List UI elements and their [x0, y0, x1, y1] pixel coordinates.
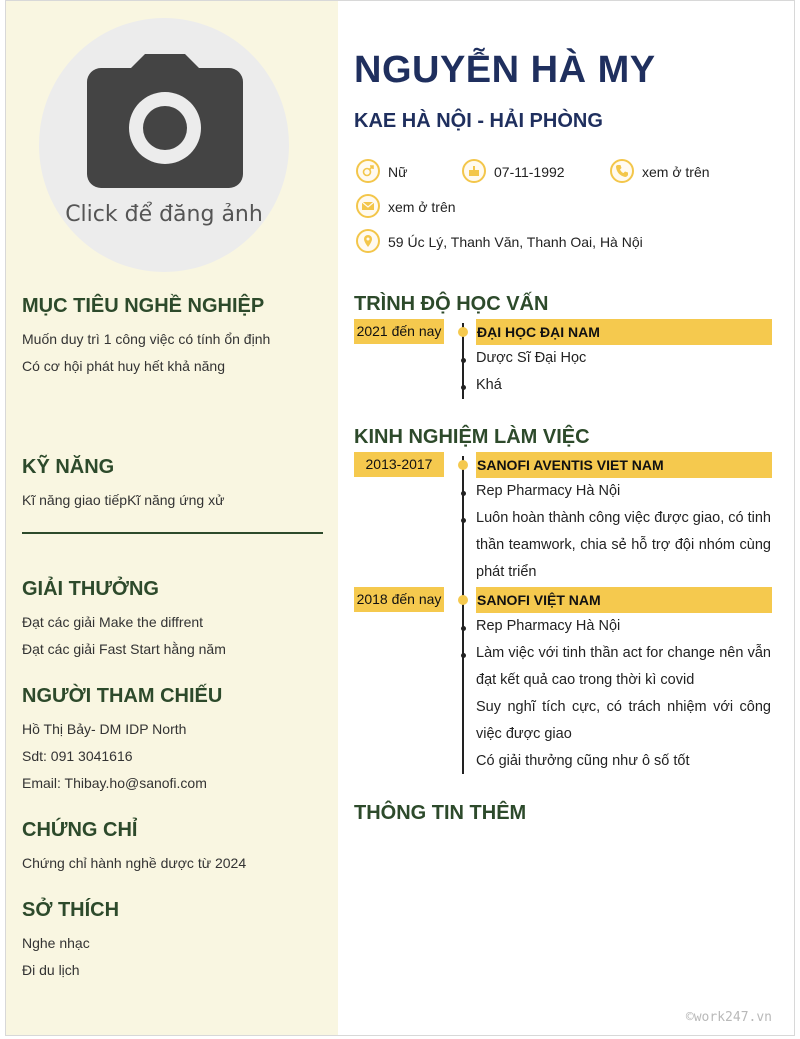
section-title: MỤC TIÊU NGHỀ NGHIỆP: [22, 295, 265, 317]
timeline-marker: [458, 460, 468, 470]
school-name: ĐẠI HỌC ĐẠI NAM: [476, 319, 772, 345]
cake-icon: [462, 159, 486, 183]
map-pin-icon: [356, 229, 380, 253]
education-item: Dược Sĩ Đại Học: [476, 350, 587, 366]
divider: [22, 532, 323, 534]
reference-line: Hồ Thị Bảy- DM IDP North: [22, 721, 187, 737]
reference-line: Sdt: 091 3041616: [22, 748, 133, 764]
section-title: GIẢI THƯỞNG: [22, 578, 159, 600]
bullet-dot: [461, 518, 466, 523]
section-title: CHỨNG CHỈ: [22, 819, 138, 841]
skills-line: Kĩ năng giao tiếpKĩ năng ứng xử: [22, 492, 225, 508]
candidate-name: NGUYỄN HÀ MY: [354, 49, 656, 91]
awards-section: [22, 578, 322, 663]
education-title: TRÌNH ĐỘ HỌC VẤN: [354, 293, 549, 315]
experience-title: KINH NGHIỆM LÀM VIỆC: [354, 426, 590, 448]
experience-item: Rep Pharmacy Hà Nội: [476, 483, 621, 499]
email-text: xem ở trên: [388, 199, 456, 215]
experience-item: Rep Pharmacy Hà Nội: [476, 618, 621, 634]
education-item: Khá: [476, 377, 502, 393]
section-title: SỞ THÍCH: [22, 899, 120, 921]
experience-item: Làm việc với tinh thần act for change nên vẫn đạt kết quả cao trong thời kì covid: [476, 645, 771, 688]
experience-item: Suy nghĩ tích cực, có trách nhiệm với công việc được giao: [476, 699, 771, 742]
bullet-dot: [461, 626, 466, 631]
award-line: Đạt các giải Fast Start hằng năm: [22, 641, 226, 657]
bullet-dot: [461, 385, 466, 390]
references-section: [22, 685, 322, 797]
gender-text: Nữ: [388, 164, 408, 180]
sidebar: [6, 1, 338, 1035]
section-title: KỸ NĂNG: [22, 456, 115, 478]
experience-item: Luôn hoàn thành công việc được giao, có tinh thần teamwork, chia sẻ hỗ trợ đội nhóm cùng phát triển: [476, 510, 771, 580]
address-text: 59 Úc Lý, Thanh Văn, Thanh Oai, Hà Nội: [388, 234, 643, 250]
section-title: NGƯỜI THAM CHIẾU: [22, 685, 223, 707]
certificate-line: Chứng chỉ hành nghề dược từ 2024: [22, 855, 247, 871]
timeline-marker: [458, 595, 468, 605]
camera-icon: [87, 54, 243, 190]
hobby-line: Đi du lịch: [22, 962, 80, 978]
phone-icon: [610, 159, 634, 183]
hobby-line: Nghe nhạc: [22, 935, 90, 951]
candidate-subtitle: KAE HÀ NỘI - HẢI PHÒNG: [354, 110, 603, 132]
company-name: SANOFI AVENTIS VIET NAM: [476, 452, 772, 478]
objective-line: Muốn duy trì 1 công việc có tính ổn định: [22, 331, 271, 347]
experience-date: 2018 đến nay: [354, 587, 444, 612]
phone-text: xem ở trên: [642, 164, 710, 180]
bullet-dot: [461, 358, 466, 363]
avatar-caption: Click để đăng ảnh: [65, 202, 263, 227]
email-icon: [356, 194, 380, 218]
timeline-marker: [458, 327, 468, 337]
award-line: Đạt các giải Make the diffrent: [22, 614, 204, 630]
education-date: 2021 đến nay: [354, 319, 444, 344]
hobbies-section: [22, 899, 322, 984]
reference-line: Email: Thibay.ho@sanofi.com: [22, 775, 207, 791]
company-name: SANOFI VIỆT NAM: [476, 587, 772, 613]
certificates-section: [22, 819, 322, 877]
experience-timeline: [462, 456, 464, 774]
watermark: ©work247.vn: [685, 1010, 772, 1025]
additional-info-title: THÔNG TIN THÊM: [354, 802, 527, 824]
resume-page: [5, 0, 795, 1036]
gender-icon: [356, 159, 380, 183]
experience-item: Có giải thưởng cũng như ô số tốt: [476, 753, 690, 769]
objective-line: Có cơ hội phát huy hết khả năng: [22, 358, 225, 374]
avatar-upload[interactable]: [39, 18, 289, 272]
birthday-text: 07-11-1992: [494, 164, 565, 180]
experience-date: 2013-2017: [354, 452, 444, 477]
bullet-dot: [461, 491, 466, 496]
skills-section: [22, 456, 322, 514]
bullet-dot: [461, 653, 466, 658]
objective-section: [22, 295, 322, 380]
